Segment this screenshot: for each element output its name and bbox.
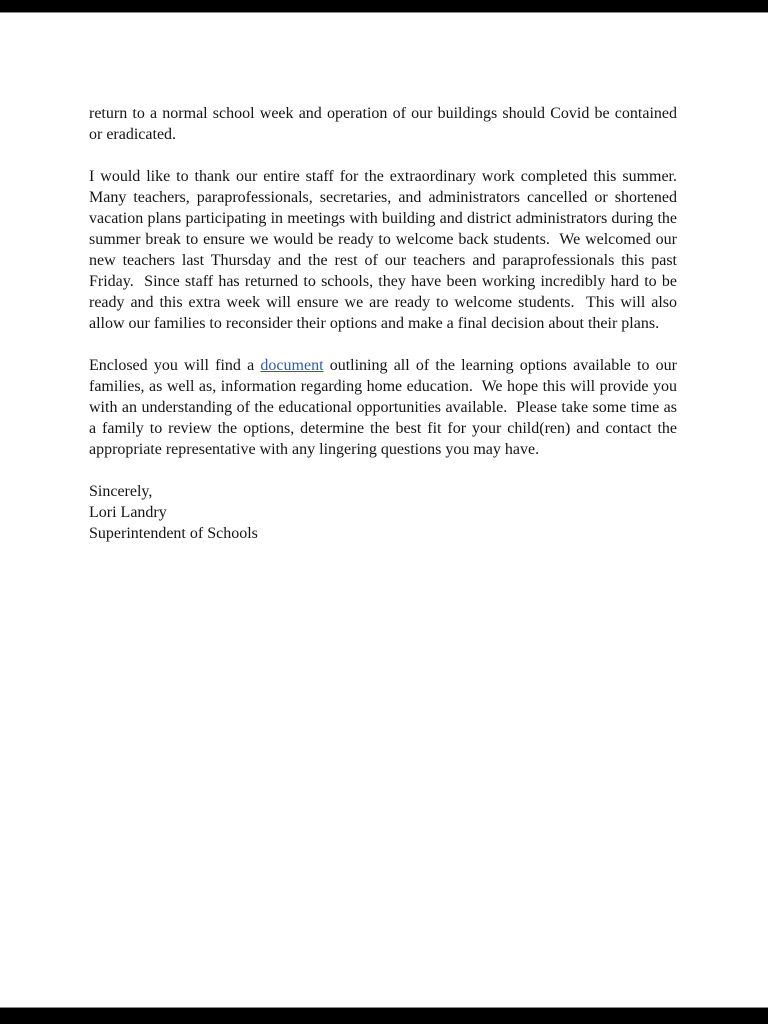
paragraph-staff-thanks: I would like to thank our entire staff for the extraordinary work completed this summer. Many teachers, paraprofessionals, secretaries, and administrators cancelled or shortened vacation plans participating in meetings with building and district administrators during the summer break to ensure we would be ready to welcome back students. We welcomed our new teachers last Thursday and the rest of our teachers and paraprofessionals this past Friday. Since staff has returned to schools, they have been working incredibly hard to be ready and this extra week will ensure we are ready to welcome students. This will also allow our families to reconsider their options and make a final decision about their plans. (89, 168, 685, 332)
paragraph-continuation: return to a normal school week and operation of our buildings should Covid be contained or eradicated. (89, 105, 681, 143)
valediction: Sincerely, (89, 483, 153, 500)
paragraph-text-after-link: outlining all of the learning options available to our families, as well as, information regarding home education. We hope this will provide you with an understanding of the educational opportunities available. Please take some time as a family to review the options, determine the best fit for your child(ren) and contact the appropriate representative with any lingering questions you may have. (89, 357, 682, 458)
document-page (0, 13, 768, 1007)
paragraph-text-before-link: Enclosed you will find a (89, 357, 261, 374)
bottom-letterbox-bar (0, 1007, 768, 1024)
document-link[interactable]: document (260, 357, 324, 374)
closing-block (89, 481, 677, 544)
signature-name: Lori Landry (89, 504, 167, 521)
paragraph-enclosed-document (89, 355, 682, 460)
signature-title: Superintendent of Schools (89, 525, 258, 542)
letter-body (0, 13, 768, 544)
top-letterbox-bar (0, 0, 768, 13)
